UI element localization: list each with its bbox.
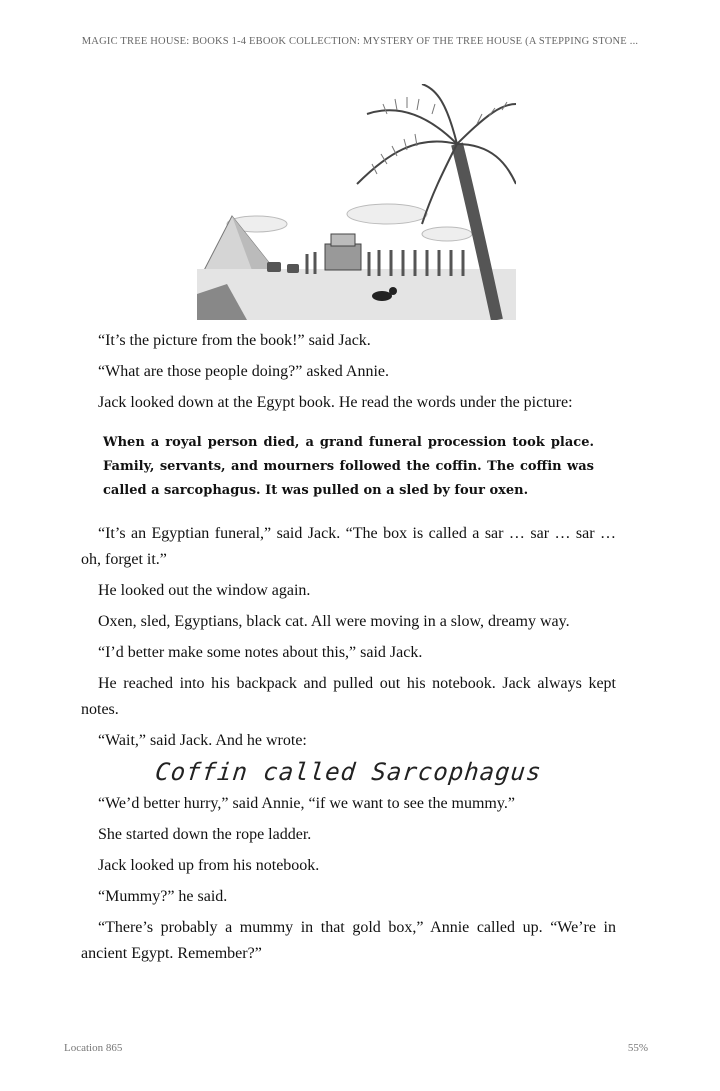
book-title-header: MAGIC TREE HOUSE: BOOKS 1-4 EBOOK COLLECTION: MYSTERY OF THE TREE HOUSE (A STEPPING STONE ...: [81, 36, 639, 47]
handwritten-note: Coffin called Sarcophagus: [153, 758, 544, 786]
progress-percent: 55%: [627, 1042, 648, 1054]
paragraph: He looked out the window again.: [98, 582, 311, 599]
paragraph: Jack looked down at the Egypt book. He read the words under the picture:: [98, 394, 573, 411]
paragraph: “It’s the picture from the book!” said Jack.: [98, 332, 371, 349]
paragraph: “What are those people doing?” asked Annie.: [98, 363, 389, 380]
paragraph: Oxen, sled, Egyptians, black cat. All were moving in a slow, dreamy way.: [98, 613, 570, 630]
paragraph: “It’s an Egyptian funeral,” said Jack. “The box is called a sar … sar … sar … oh, forget it.”: [81, 525, 616, 568]
paragraph: “Mummy?” he said.: [98, 888, 228, 905]
book-caption: When a royal person died, a grand funeral procession took place. Family, servants, and mourners followed the coffin. The coffin was called a sarcophagus. It was pulled on a sled by four oxen.: [103, 435, 594, 498]
egypt-funeral-illustration: [197, 84, 516, 320]
paragraph: Jack looked up from his notebook.: [98, 857, 320, 874]
paragraph: “There’s probably a mummy in that gold box,” Annie called up. “We’re in ancient Egypt. Remember?”: [81, 919, 616, 962]
paragraph: He reached into his backpack and pulled out his notebook. Jack always kept notes.: [81, 675, 616, 718]
paragraph: “We’d better hurry,” said Annie, “if we want to see the mummy.”: [98, 795, 515, 812]
paragraph: She started down the rope ladder.: [98, 826, 312, 843]
page-body: [81, 328, 616, 972]
illustration-svg: [197, 84, 516, 320]
paragraph: “Wait,” said Jack. And he wrote:: [98, 732, 307, 749]
location-indicator: Location 865: [64, 1042, 123, 1054]
paragraph: “I’d better make some notes about this,” said Jack.: [98, 644, 423, 661]
